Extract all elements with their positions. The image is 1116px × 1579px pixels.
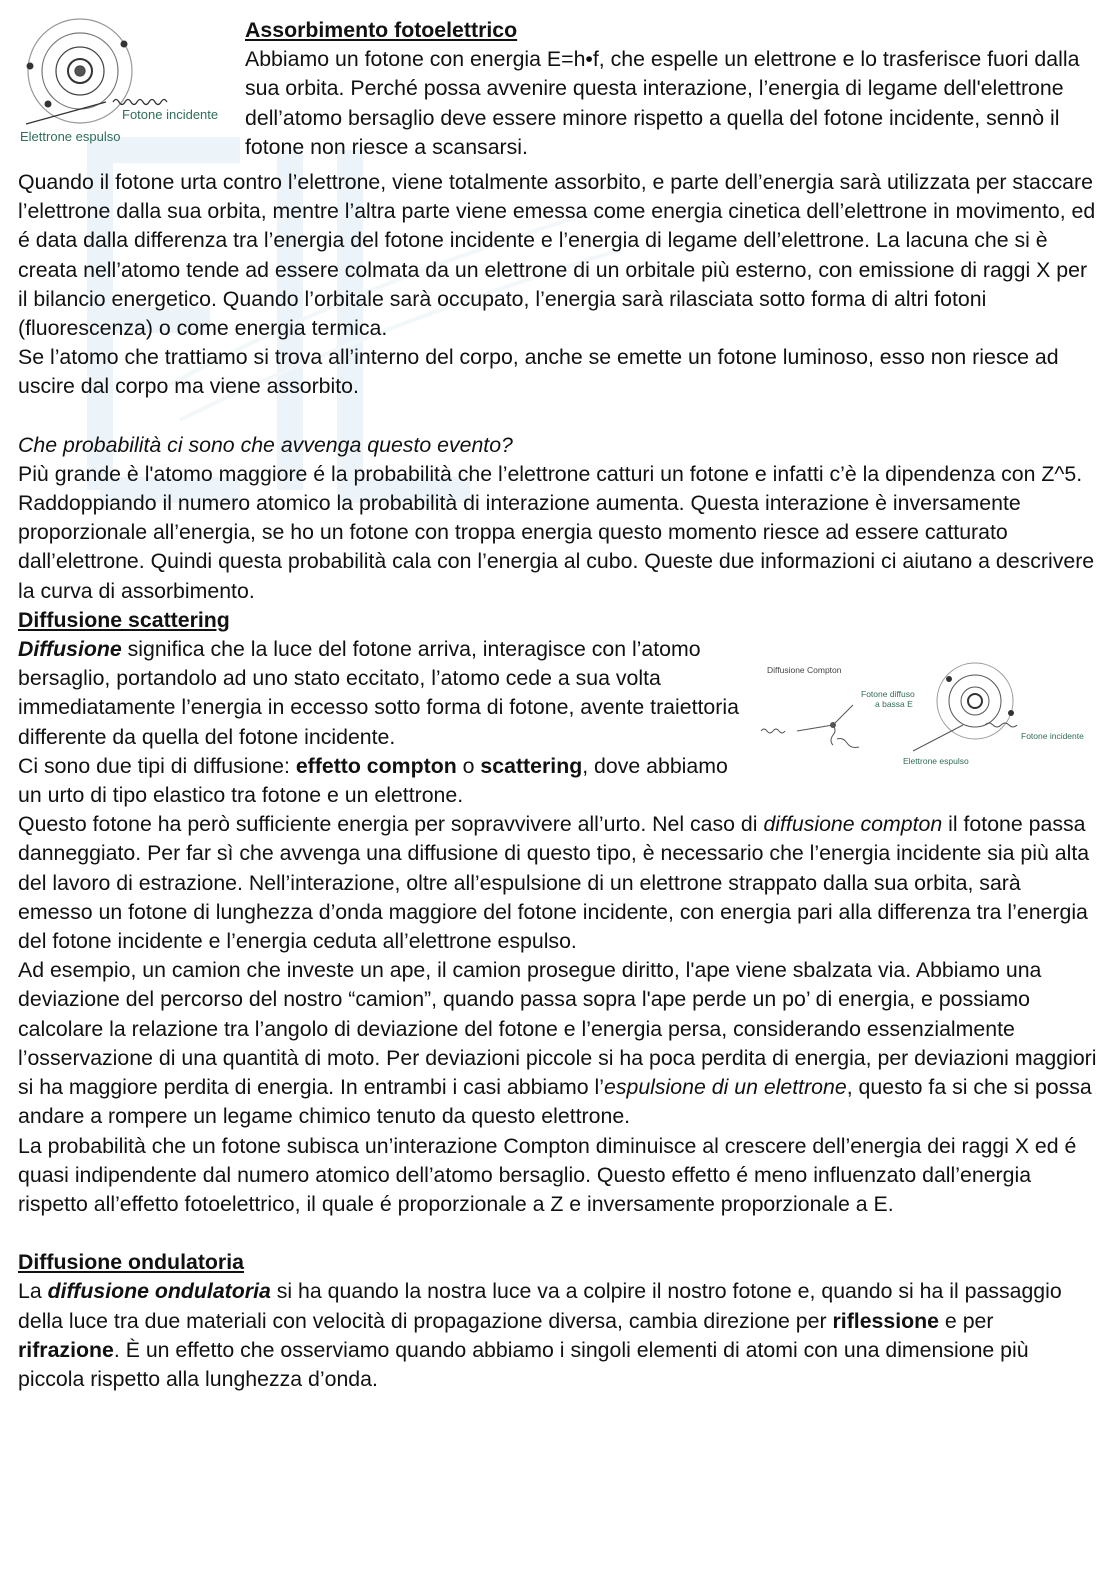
photoelectric-figure <box>18 16 244 166</box>
paragraph-types <box>18 752 740 810</box>
heading-ondulatoria: Diffusione ondulatoria <box>18 1250 244 1275</box>
compton-figure <box>753 659 1098 771</box>
document-page <box>18 16 1098 1394</box>
figure-label-incident: Fotone incidente <box>122 107 219 122</box>
text-span: o <box>456 753 481 778</box>
paragraph <box>18 810 1098 956</box>
term-espulsione: espulsione di un elettrone <box>603 1075 847 1100</box>
figure-label-title: Diffusione Compton <box>767 665 842 676</box>
text-span: significa che la luce del fotone arriva, interagisce con l’atomo bersaglio, portandolo ad uno stato eccitato, l’atomo cede a sua volta immediatamente l’energia in eccesso sotto forma di fotone, avente traiettoria differente da quella del fotone incidente. <box>18 637 739 749</box>
paragraph-intro: Abbiamo un fotone con energia E=h•f, che espelle un elettrone e lo trasferisce fuori dalla sua orbita. Perché possa avvenire questa interazione, l’energia di legame dell'elettrone dell’atomo bersaglio deve essere minore rispetto a quella del fotone incidente, sennò il fotone non riesce a scansarsi. <box>245 47 1080 159</box>
paragraph: La probabilità che un fotone subisca un’interazione Compton diminuisce al crescere dell’energia dei raggi X ed é quasi indipendente dal numero atomico dell’atomo bersaglio. Questo effetto é meno influenzato dall’energia rispetto all’effetto fotoelettrico, il quale é proporzionale a Z e inversamente proporzionale a E. <box>18 1133 1077 1216</box>
text-span: , dove abbiamo un urto di tipo elastico tra fotone e un elettrone. <box>18 753 728 808</box>
text-span: e per <box>939 1308 994 1333</box>
figure-label-scattered-energy: a bassa E <box>875 699 913 710</box>
heading-photoelectric: Assorbimento fotoelettrico <box>245 18 518 42</box>
paragraph-diffusione <box>18 635 740 752</box>
atom-icon <box>28 19 132 123</box>
heading-scattering: Diffusione scattering <box>18 607 230 632</box>
question-line: Che probabilità ci sono che avvenga questo evento? <box>18 432 513 457</box>
paragraph: Più grande è l'atomo maggiore é la probabilità che l’elettrone catturi un fotone e infatti c’è la dipendenza con Z^5. Raddoppiando il numero atomico la probabilità di interazione aumenta. Questa interazione è inversamente proporzionale all’energia, se ho un fotone con troppa energia questo momento riesce ad essere catturato dall’elettrone. Quindi questa probabilità cala con l’energia al cubo. Queste due informazioni ci aiutano a descrivere la curva di assorbimento. <box>18 461 1095 603</box>
term-compton: effetto compton <box>295 753 457 778</box>
text-span: il fotone passa danneggiato. Per far sì che avvenga una diffusione di questo tipo, è necessario che l’energia incidente sia più alta del lavoro di estrazione. Nell’interazione, oltre all’espulsione di un elettrone strappato dalla sua orbita, sarà emesso un fotone di lunghezza d’onda maggiore del fotone incidente, con energia pari alla differenza tra l’energia del fotone incidente e l’energia ceduta all’elettrone espulso. <box>18 812 1090 954</box>
figure-label-scattered: Fotone diffuso <box>861 689 915 700</box>
text-span: si ha quando la nostra luce va a colpire il nostro fotone e, quando si ha il passaggio della luce tra due materiali con velocità di propagazione diversa, cambia direzione per <box>18 1279 1062 1333</box>
intro-block <box>18 16 1098 168</box>
paragraph <box>18 956 1098 1131</box>
text-span: Questo fotone ha però sufficiente energia per sopravvivere all’urto. Nel caso di <box>18 812 764 837</box>
term-riflessione: riflessione <box>832 1308 940 1333</box>
term-rifrazione: rifrazione <box>18 1337 114 1362</box>
figure-label-incident: Fotone incidente <box>1021 731 1084 742</box>
text-span: Ad esempio, un camion che investe un ape, il camion prosegue diritto, l'ape viene sbalzata via. Abbiamo una deviazione del percorso del nostro “camion”, quando passa sopra l'ape perde un po’ di energia, e possiamo calcolare la relazione tra l’angolo di deviazione del fotone e l’energia persa, considerando essenzialmente l’osservazione di una quantità di moto. Per deviazioni piccole si ha poca perdita di energia, per deviazioni maggiori si ha maggiore perdita di energia. In entrambi i casi abbiamo l’ <box>18 958 1097 1100</box>
term-diffusione-ondulatoria: diffusione ondulatoria <box>47 1279 271 1304</box>
paragraph <box>18 1277 1098 1394</box>
scattering-block <box>18 635 1098 810</box>
figure-label-expelled: Elettrone espulso <box>903 756 969 767</box>
figure-label-expelled: Elettrone espulso <box>20 129 121 144</box>
term-scattering: scattering <box>480 753 583 778</box>
atom-icon <box>937 663 1013 739</box>
text-span: , questo fa si che si possa andare a rompere un legame chimico tenuto da questo elettrone. <box>18 1075 1092 1129</box>
paragraph: Quando il fotone urta contro l’elettrone, viene totalmente assorbito, e parte dell’energia sarà utilizzata per staccare l’elettrone dalla sua orbita, mentre l’altra parte viene emessa come energia cinetica dell’elettrone in movimento, ed é data dalla differenza tra l’energia del fotone incidente e l’energia di legame dell’elettrone. La lacuna che si è creata nell’atomo tende ad essere colmata da un elettrone di un orbitale più esterno, con emissione di raggi X per il bilancio energetico. Quando l’orbitale sarà occupato, l’energia sarà rilasciata sotto forma di altri fotoni (fluorescenza) o come energia termica. <box>18 170 1096 341</box>
term-diffusione-compton: diffusione compton <box>763 812 943 837</box>
text-span: . È un effetto che osserviamo quando abbiamo i singoli elementi di atomi con una dimensione più piccola rispetto alla lunghezza d’onda. <box>18 1337 1029 1391</box>
text-span: Ci sono due tipi di diffusione: <box>18 753 296 778</box>
text-span: La <box>18 1279 48 1304</box>
paragraph: Se l’atomo che trattiamo si trova all’interno del corpo, anche se emette un fotone luminoso, esso non riesce ad uscire dal corpo ma viene assorbito. <box>18 345 1059 399</box>
term-diffusione: Diffusione <box>18 637 122 662</box>
